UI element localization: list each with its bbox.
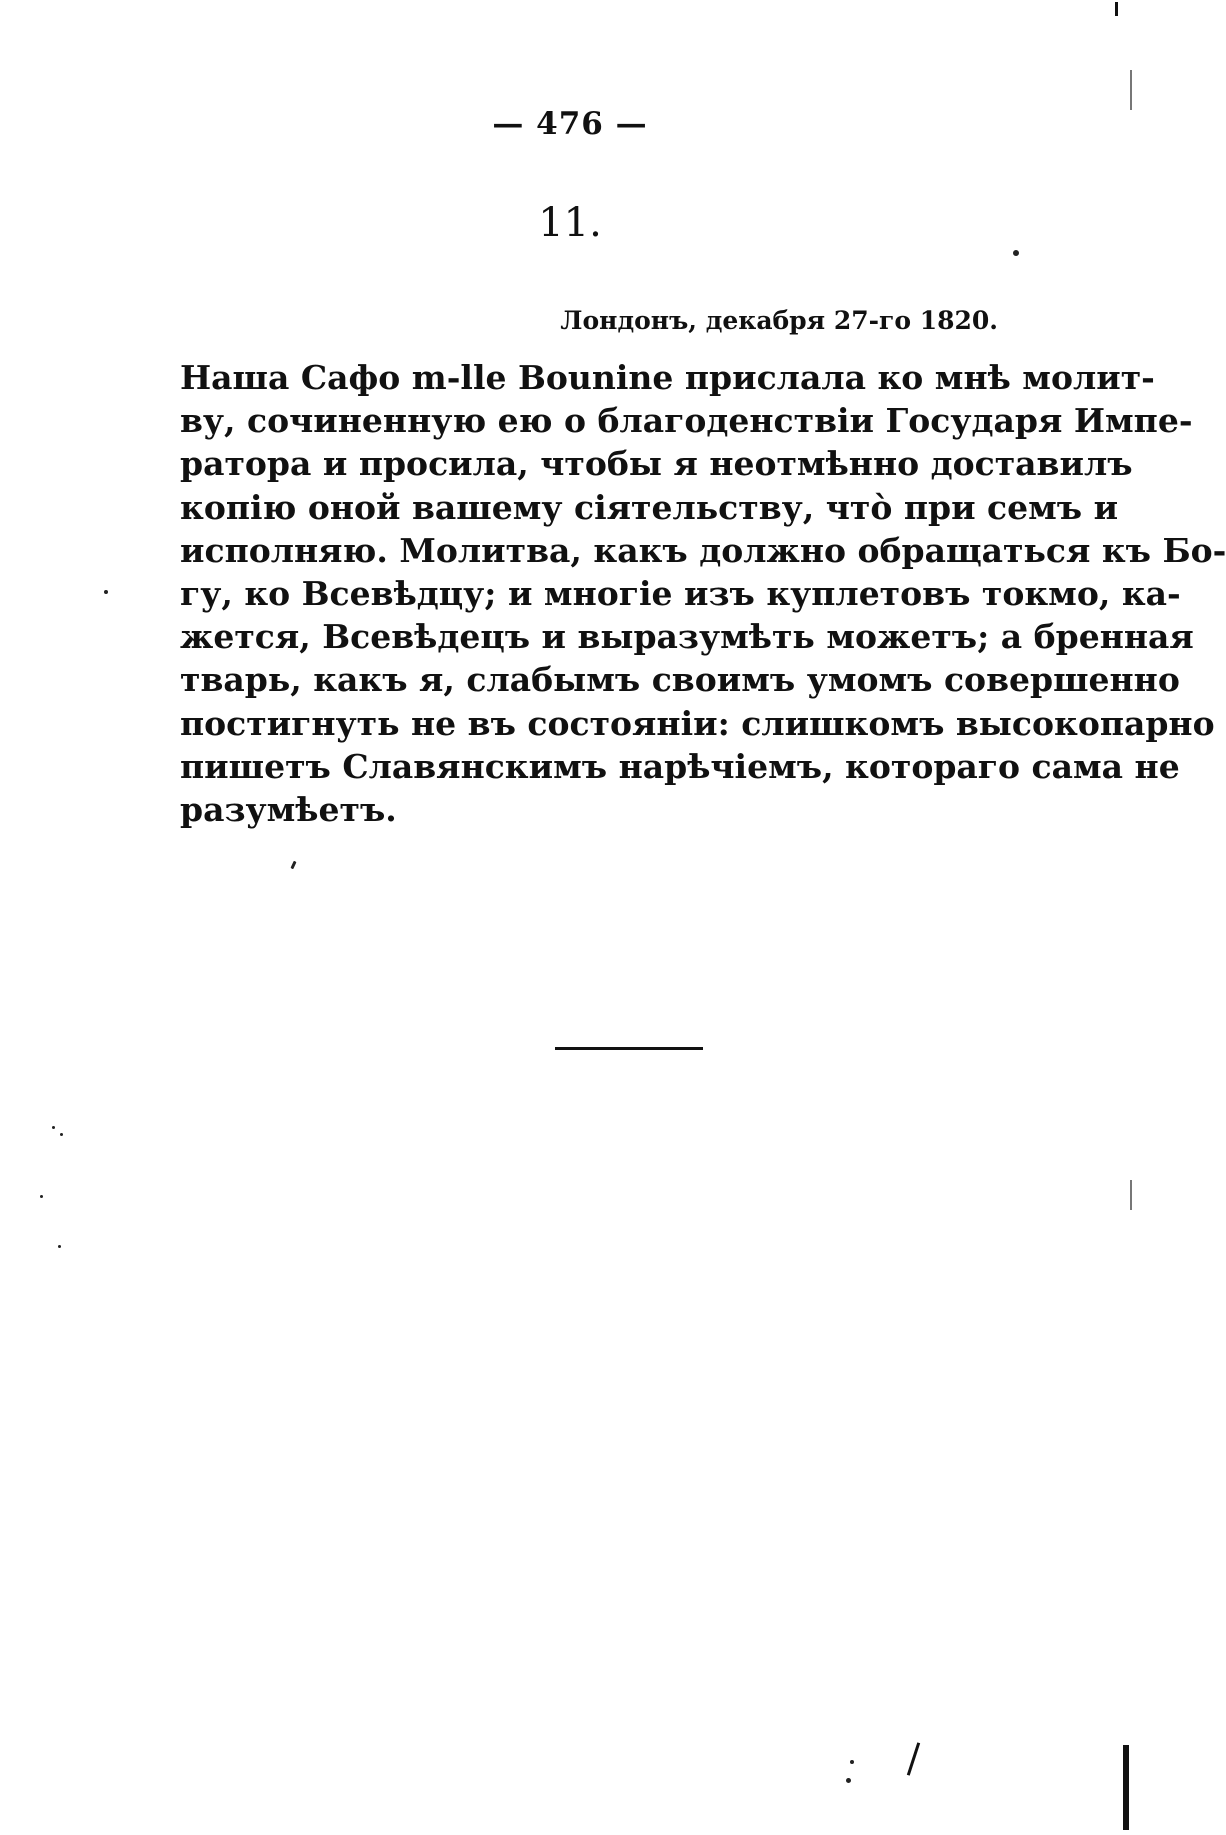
scan-speck (850, 1760, 854, 1764)
scan-speck (1130, 1180, 1132, 1210)
scan-speck (60, 1133, 63, 1136)
body-line: исполняю. Молитва, какъ должно обращаться къ Бо- (180, 530, 1226, 570)
scan-speck (58, 1245, 61, 1248)
scan-speck (1123, 1745, 1129, 1830)
body-line: тварь, какъ я, слабымъ своимъ умомъ совершенно (180, 660, 1180, 700)
body-line: ву, сочиненную ею о благоденствіи Государя Импе- (180, 401, 1193, 441)
scan-speck (1013, 250, 1019, 256)
scan-speck (1115, 2, 1118, 16)
scan-speck (907, 1742, 920, 1775)
scan-speck (40, 1195, 43, 1198)
body-line: жется, Всевѣдецъ и выразумѣть можетъ; а бренная (180, 617, 1194, 657)
body-line: пишетъ Славянскимъ нарѣчіемъ, котораго сама не (180, 746, 1180, 786)
body-line: ратора и просила, чтобы я неотмѣнно доставилъ (180, 444, 1133, 484)
dateline: Лондонъ, декабря 27-го 1820. (560, 306, 998, 335)
scan-speck (290, 861, 296, 870)
body-line: копію оной вашему сіятельству, чтò при семъ и (180, 487, 1119, 527)
section-divider-rule (555, 1047, 703, 1050)
scan-speck (104, 590, 108, 594)
letter-body (180, 356, 1226, 831)
scan-speck (1130, 70, 1132, 110)
scan-speck (52, 1126, 55, 1129)
page-number: — 476 — (492, 106, 648, 142)
body-line: постигнуть не въ состояніи: слишкомъ высокопарно (180, 703, 1215, 743)
body-line: гу, ко Всевѣдцу; и многіе изъ куплетовъ токмо, ка- (180, 574, 1181, 614)
scan-speck (846, 1778, 851, 1783)
body-line: Наша Сафо m-lle Bounine прислала ко мнѣ молит- (180, 358, 1155, 397)
body-line: разумѣетъ. (180, 790, 397, 830)
letter-number: 11. (538, 200, 602, 246)
